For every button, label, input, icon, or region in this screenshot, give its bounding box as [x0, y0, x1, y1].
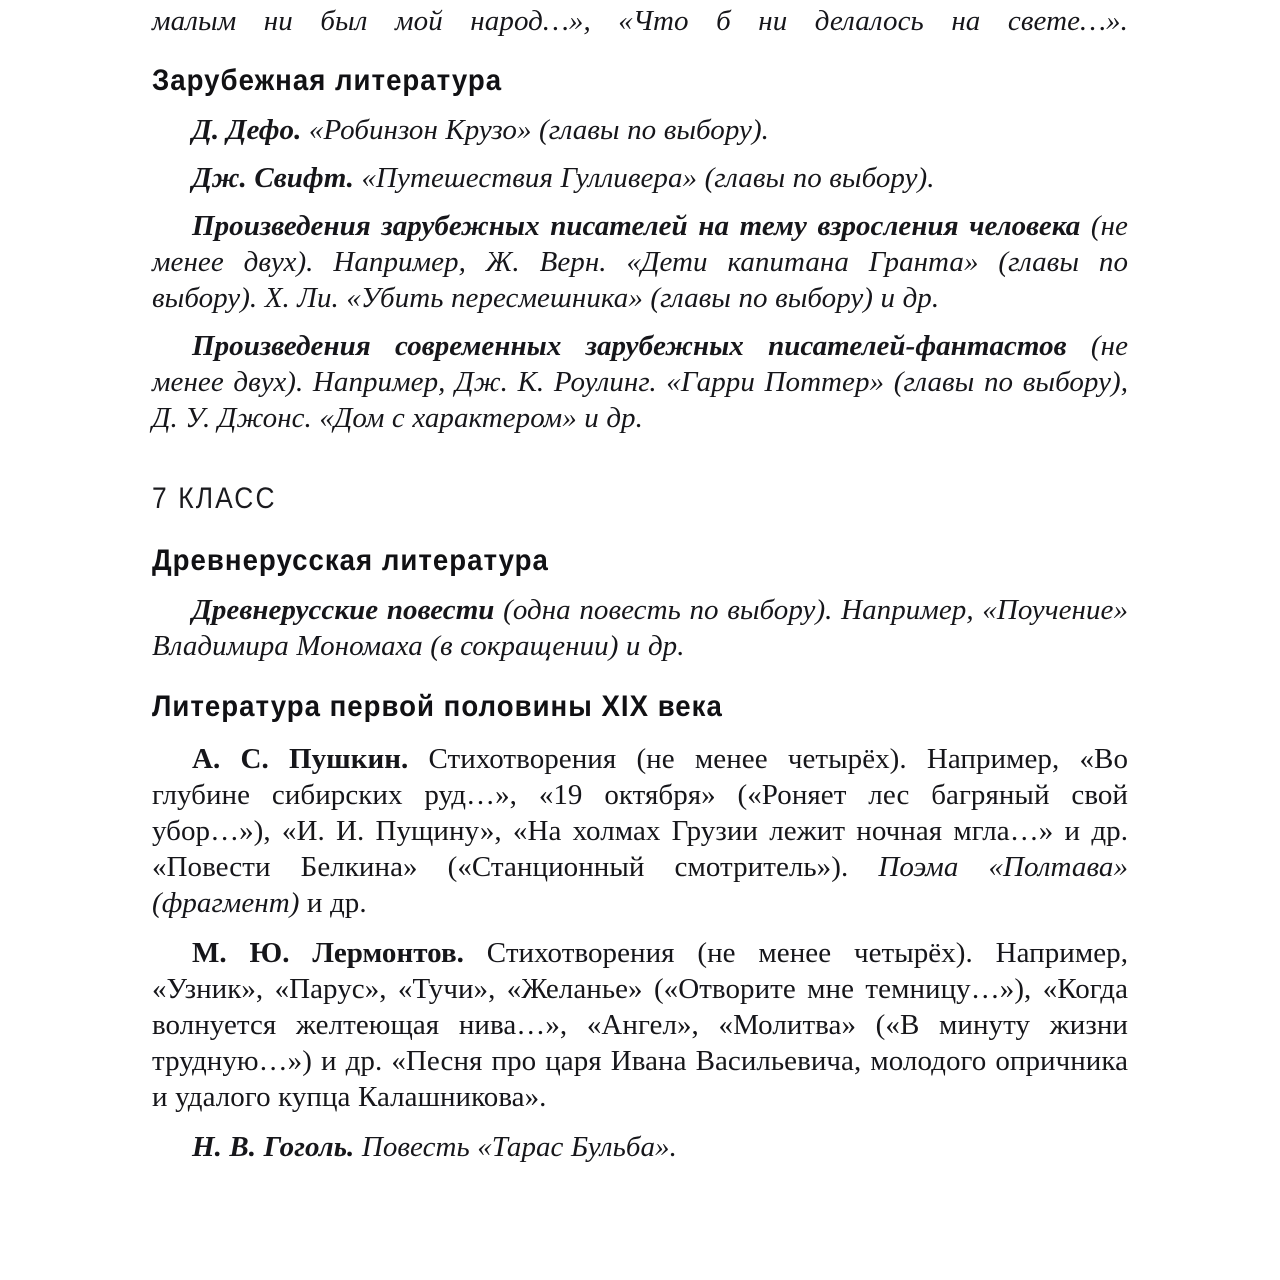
entry-swift: [152, 148, 1128, 196]
entry-author-pushkin: А. С. Пушкин.: [192, 743, 409, 775]
entry-defoe: [152, 98, 1128, 148]
entry-pushkin: [152, 724, 1128, 921]
entry-body-coming-of-age: (не менее двух). Например, Ж. Верн. «Дети капитана Гранта» (главы по выбору). Х. Ли. «Убить пересмешника» (главы по выбору) и др.: [152, 210, 1128, 314]
entry-body-gogol: Повесть «Тарас Бульба».: [354, 1131, 677, 1163]
entry-modern-fantasy: [152, 316, 1128, 436]
grade-heading-7: 7 КЛАСС: [152, 482, 277, 515]
entry-body-old-russian-tales: (одна повесть по выбору). Например, «Поучение» Владимира Мономаха (в сокращении) и др.: [152, 594, 1128, 662]
entry-author-swift: Дж. Свифт.: [192, 162, 354, 194]
entry-body-lermontov: Стихотворения (не менее четырёх). Например, «Узник», «Парус», «Тучи», «Желанье» («Отворите мне темницу…»), «Когда волнуется желтеющая нива…», «Ангел», «Молитва» («В минуту жизни трудную…») и др. «Песня про царя Ивана Васильевича, молодого опричника и удалого купца Калашникова».: [152, 937, 1129, 1113]
section-heading-old-russian-literature: Древнерусская литература: [152, 544, 549, 577]
entry-old-russian-tales: [152, 578, 1128, 664]
entry-body-pushkin-part1: Стихотворения (не менее четырёх). Например, «Во глубине сибирских руд…», «19 октября» («Роняет лес багряный свой убор…»), «И. И. Пущину», «На холмах Грузии лежит ночная мгла…» и др. «Повести Белкина» («Станционный смотритель»).: [152, 743, 1128, 883]
continued-text-line: малым ни был мой народ…», «Что б ни делалось на свете…».: [152, 5, 1128, 37]
entry-gogol: [152, 1115, 1128, 1165]
entry-body-defoe: «Робинзон Крузо» (главы по выбору).: [301, 114, 769, 146]
entry-author-gogol: Н. В. Гоголь.: [192, 1131, 355, 1163]
entry-author-old-russian-tales: Древнерусские повести: [192, 594, 495, 626]
entry-author-modern-fantasy: Произведения современных зарубежных писателей-фантастов: [192, 330, 1067, 362]
entry-lermontov: [152, 921, 1128, 1115]
section-heading-first-half-19th-century: Литература первой половины XIX века: [152, 690, 723, 723]
page-content-column: [152, 0, 1128, 1165]
entry-body-swift: «Путешествия Гулливера» (главы по выбору).: [353, 162, 935, 194]
entry-author-defoe: Д. Дефо.: [192, 114, 302, 146]
entry-body-pushkin-italic-run: Поэма «Полтава» (фрагмент): [152, 851, 1128, 919]
section-heading-foreign-literature: Зарубежная литература: [152, 64, 503, 97]
entry-body-modern-fantasy: (не менее двух). Например, Дж. К. Роулинг. «Гарри Поттер» (главы по выбору), Д. У. Джонс. «Дом с характером» и др.: [152, 330, 1128, 434]
entry-coming-of-age: [152, 196, 1128, 316]
entry-author-coming-of-age: Произведения зарубежных писателей на тему взросления человека: [192, 210, 1081, 242]
entry-body-pushkin-part2: и др.: [299, 887, 367, 919]
entry-author-lermontov: М. Ю. Лермонтов.: [192, 937, 464, 969]
